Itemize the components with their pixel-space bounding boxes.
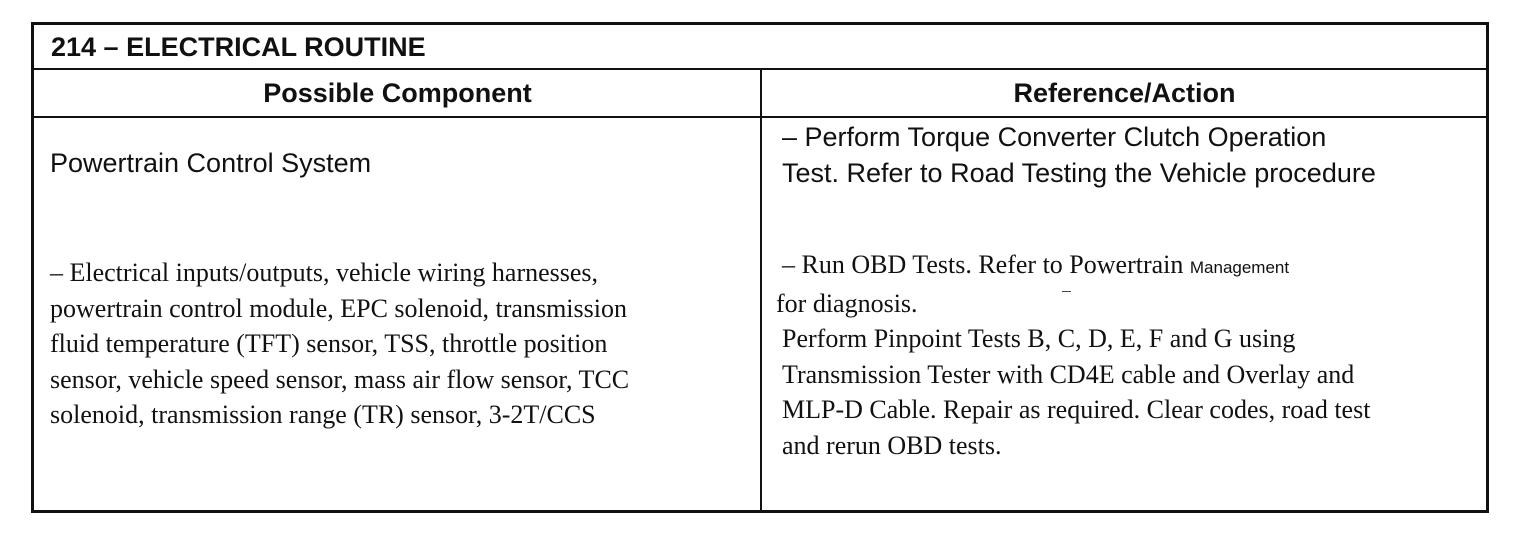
column-divider [760, 70, 762, 510]
row1-component: Powertrain Control System [50, 148, 372, 178]
stray-mark [1062, 291, 1071, 292]
row2-action-line: Perform Pinpoint Tests B, C, D, E, F and G using [782, 324, 1296, 353]
row2-action-line: for diagnosis. [776, 288, 918, 318]
row2-action-line1-small: Management [1189, 258, 1290, 277]
row2-component-line: powertrain control module, EPC solenoid, transmission [50, 293, 627, 323]
row1-action [782, 119, 1482, 191]
row1-action-line: Test. Refer to Road Testing the Vehicle procedure [782, 158, 1376, 188]
row2-action-line [776, 247, 1481, 286]
electrical-routine-table [31, 22, 1489, 513]
row2-component-line: sensor, vehicle speed sensor, mass air flow sensor, TCC [50, 364, 630, 394]
row2-component-line: fluid temperature (TFT) sensor, TSS, throttle position [50, 329, 608, 358]
row1-action-line: – Perform Torque Converter Clutch Operation [782, 122, 1327, 152]
row2-action-line: MLP-D Cable. Repair as required. Clear codes, road test [782, 395, 1371, 424]
row2-action-line: Transmission Tester with CD4E cable and Overlay and [782, 359, 1355, 389]
row2-component-line: – Electrical inputs/outputs, vehicle wiring harnesses, [50, 258, 599, 287]
row2-component [50, 255, 750, 433]
row2-action-line: and rerun OBD tests. [782, 430, 1002, 460]
header-possible-component: Possible Component [263, 78, 532, 108]
table-title: 214 – ELECTRICAL ROUTINE [34, 25, 1486, 70]
header-reference-action: Reference/Action [1013, 78, 1236, 108]
row2-action [776, 247, 1481, 463]
row2-component-line: solenoid, transmission range (TR) sensor, 3-2T/CCS [50, 400, 596, 429]
row2-action-line1: – Run OBD Tests. Refer to Powertrain [782, 250, 1184, 279]
